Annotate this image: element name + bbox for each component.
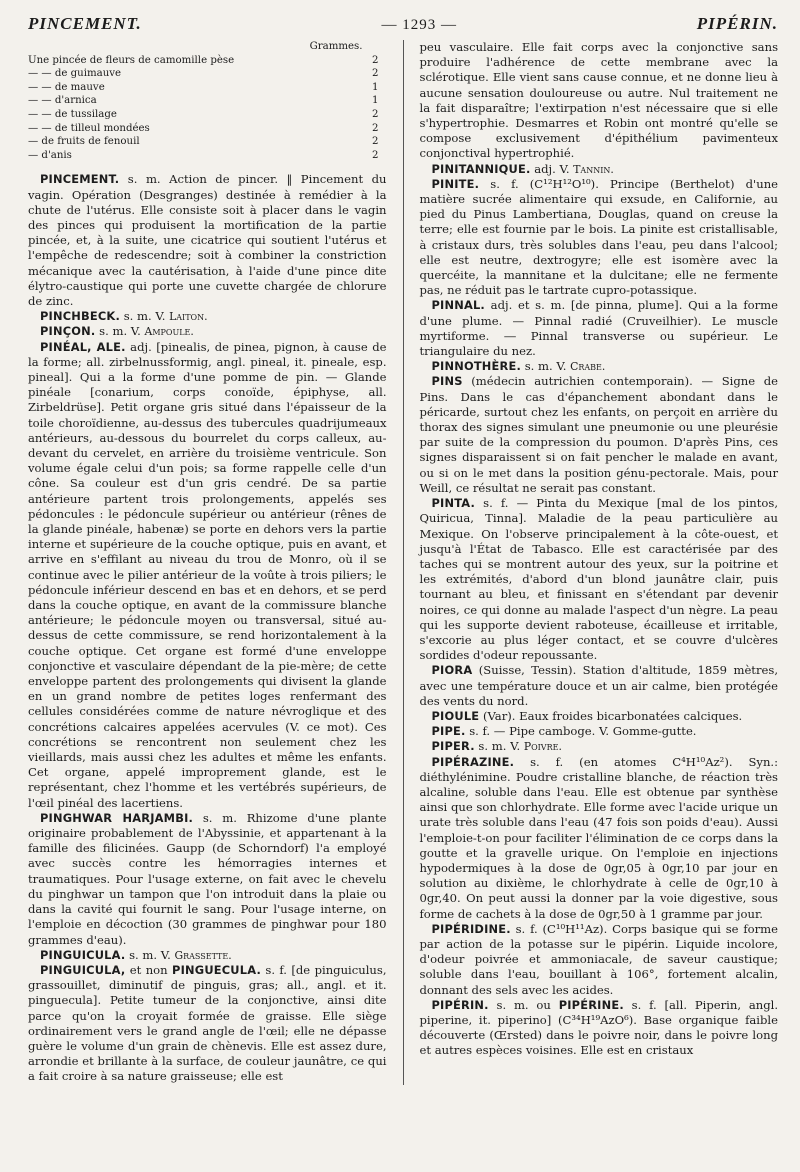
unit-header: Grammes.: [309, 41, 363, 52]
right-column: [420, 40, 779, 1085]
entry-pipe: PIPE. s. f. — Pipe camboge. V. Gomme-gutte.: [431, 724, 697, 739]
entry-piperin: PIPÉRIN. s. m. ou PIPÉRINE. s. f. [all. Piperin, angl. piperine, it. piperino] (C³⁴H¹⁹AzO⁶). Base organique faible découverte (Œrsted) dans le poivre noir, dans le poivre long et autres espèces voisines. Elle est en cristaux: [419, 997, 779, 1058]
table-row: — — de mauve 1: [28, 81, 379, 93]
entry-pinnal: PINNAL. adj. et s. m. [de pinna, plume]. Qui a la forme d'une plume. — Pinnal radié (Cruveilhier). Le muscle myrtiforme. ― Pinnal transverse ou supérieur. Le triangulaire du nez.: [419, 298, 779, 359]
left-column: [28, 40, 387, 1085]
entry-piperazine: PIPÉRAZINE. s. f. (en atomes C⁴H¹⁰Az²). Syn.: diéthylénimine. Poudre cristalline blanche, de réaction très alcaline, soluble dans l'eau. Elle est obtenue par synthèse ainsi que son chlorhydrate. Elle forme avec l'acide urique un urate très soluble dans l'eau (47 fois son poids d'eau). Aussi l'emploie-t-on pour faciliter l'élimination de ce corps dans la goutte et la gravelle urique. On l'emploie en injections hypodermiques à la dose de 0gr,05 à 0gr,10 par jour en solution au dixième, le chlorhydrate à celle de 0gr,10 à 0gr,40. On peut aussi la donner par la voie digestive, sous forme de cachets à la dose de 0gr,50 à 1 gramme par jour.: [419, 754, 779, 921]
table-row: — — d'arnica 1: [28, 95, 379, 107]
running-head-right: PIPÉRIN.: [696, 14, 778, 33]
entry-pinguecula: PINGUICULA, et non PINGUECULA. s. f. [de pinguiculus, grassouillet, diminutif de pinguis, gras; all., angl. et it. pinguecula]. Petite tumeur de la conjonctive, ainsi dite parce qu'on la croyait formée de graisse. Elle siège ordinairement vers le grand angle de l'œil; elle ne dépasse guère le volume d'un grain de chènevis. Elle est assez dure, arrondie et brillante à la surface, de couleur jaunâtre, ce qui a fait croire à sa nature graisseuse; elle est: [28, 962, 387, 1084]
entry-pinghwar: PINGHWAR HARJAMBI. s. m. Rhizome d'une plante originaire probablement de l'Abyssinie, et appartenant à la famille des filicinées. Gaupp (de Schorndorf) l'a employé avec succès contre les hémorragies internes et traumatiques. Pour l'usage externe, on fait avec le chevelu du pinghwar un tampon que l'on introduit dans la plaie ou dans la cavité qui fournit le sang. Pour l'usage interne, on l'emploie en décoction (30 grammes de pinghwar pour 180 grammes d'eau).: [28, 810, 387, 947]
table-row: — de fruits de fenouil 2: [28, 136, 379, 148]
running-head-left: PINCEMENT.: [28, 14, 142, 33]
entry-pinguicula: PINGUICULA. s. m. V. Grassette.: [40, 947, 232, 962]
table-row: — d'anis 2: [28, 149, 379, 161]
entry-pinta: PINTA. s. f. — Pinta du Mexique [mal de los pintos, Quiricua, Tinna]. Maladie de la peau particulière au Mexique. On l'observe principalement à la côte-ouest, et jusqu'à l'État de Tabasco. Elle est caractérisée par des taches qui se montrent autour des yeux, sur la poitrine et les extrémités, d'abord d'un blond jaunâtre clair, puis tournant au bleu, et finissant en s'étendant par devenir noires, ce qui donne au malade l'aspect d'un nègre. La peau qui les supporte devient raboteuse, écailleuse et irritable, s'excorie au plus léger contact, et se couvre d'ulcères sordides d'odeur repoussante.: [419, 496, 779, 663]
entry-pineal: PINÉAL, ALE. adj. [pinealis, de pinea, pignon, à cause de la forme; all. zirbelnussformig, angl. pineal, it. pineale, esp. pineal]. Qui a la forme d'une pomme de pin. — Glande pinéale [conarium, corps conoïde, épiphyse, all. Zirbeldrüse]. Petit organe gris situé dans l'épaisseur de la toile choroïdienne, au-dessus des tubercules quadrijumeaux antérieurs, au-dessous du bourrelet du corps calleux, au-devant du cervelet, en arrière du troisième ventricule. Son volume égale celui d'un pois; sa forme rappelle celle d'un cône. Sa couleur est d'un gris cendré. De sa partie antérieure partent trois prolongements, appelés ses pédoncules : le pédoncule supérieur ou antérieur (rênes de la glande pinéale, habenæ) se porte en dehors vers la partie interne et supérieure de la couche optique, puis en avant, et arrive en s'effilant au niveau du trou de Monro, où il se continue avec le pilier antérieur de la voûte à trois piliers; le pédoncule inférieur descend en bas et en dehors, et se perd dans la couche optique, en avant de la commissure blanche antérieure; le pédoncule moyen ou transversal, situé au-dessus de cette commissure, se rend horizontalement à la couche optique. Cet organe est formé d'une enveloppe conjonctive et vasculaire dépendant de la pie-mère; de cette enveloppe partent des prolongements qui divisent la glande en un grand nombre de petites loges renfermant des cellules considérées comme de nature névroglique et des concrétions calcaires appelées acervules (V. ce mot). Ces concrétions se rencontrent non seulement chez les vieillards, mais aussi chez les adultes et même les enfants. Cet organe, appelé improprement glande, est le représentant, chez l'homme et les vertébrés supérieurs, de l'œil pinéal des lacertiens.: [28, 339, 387, 810]
table-row: — — de tilleul mondées 2: [28, 122, 379, 134]
entry-pinchbeck: PINCHBECK. s. m. V. Laiton.: [40, 309, 208, 324]
entry-pincon: PINÇON. s. m. V. Ampoule.: [40, 324, 194, 339]
entry-continuation: peu vasculaire. Elle fait corps avec la conjonctive sans produire l'adhérence de cette membrane avec la sclérotique. Elle vient sans cause connue, et ne donne lieu à aucune sensation douloureuse ou autre. Nul traitement ne la fait disparaître; l'extirpation n'est nécessaire que si elle s'hypertrophie. Desmarres et Robin ont montré qu'elle se compose exclusivement d'épithélium pavimenteux conjonctival hypertrophié.: [419, 40, 779, 161]
entry-pioule: PIOULE (Var). Eaux froides bicarbonatées calciques.: [431, 708, 743, 723]
entry-pinite: PINITE. s. f. (C¹²H¹²O¹⁰). Principe (Berthelot) d'une matière sucrée alimentaire qui exsude, en Californie, au pied du Pinus Lambertiana, Douglas, quand on creuse la terre; elle est fournie par le bois. La pinite est cristallisable, à cristaux durs, très solubles dans l'eau, peu dans l'alcool; elle est neutre, dextrogyre; elle est isomère avec la quercéite, la mannitane et la dulcitane; elle ne fermente pas, ne réduit pas le tartrate cupro-potassique.: [419, 176, 779, 298]
table-row: — — de guimauve 2: [28, 68, 379, 80]
table-row: — — de tussilage 2: [28, 108, 379, 120]
column-divider: [403, 40, 404, 1085]
entry-piperidine: PIPÉRIDINE. s. f. (C¹⁰H¹¹Az). Corps basique qui se forme par action de la potasse sur le pipérin. Liquide incolore, d'odeur poivrée et ammoniacale, de saveur caustique; soluble dans l'eau, bouillant à 106°, fortement alcalin, donnant des sels avec les acides.: [419, 921, 779, 997]
entry-pinitannique: PINITANNIQUE. adj. V. Tannin.: [431, 161, 614, 176]
table-row: Une pincée de fleurs de camomille pèse 2: [28, 54, 379, 66]
entry-piper: PIPER. s. m. V. Poivre.: [431, 739, 562, 754]
entry-pins: PINS (médecin autrichien contemporain). — Signe de Pins. Dans le cas d'épanchement abondant dans le péricarde, surtout chez les enfants, on perçoit en arrière du thorax des signes simulant une pneumonie ou une pleurésie par suite de la compression du poumon. D'après Pins, ces signes disparaissent si on fait pencher le malade en avant, ou si on le met dans la position génu-pectorale. Mais, pour Weill, ce résultat ne serait pas constant.: [419, 374, 779, 495]
entry-pinnothere: PINNOTHÈRE. s. m. V. Crabe.: [431, 359, 606, 374]
pinch-weights-table: [28, 40, 387, 162]
page-number: — 1293 —: [381, 17, 458, 33]
entry-piora: PIORA (Suisse, Tessin). Station d'altitude, 1859 mètres, avec une température douce et un air calme, bien protégée des vents du nord.: [419, 663, 779, 708]
entry-pincement: PINCEMENT. s. m. Action de pincer. ‖ Pincement du vagin. Opération (Desgranges) destinée à remédier à la chute de l'utérus. Elle consiste soit à placer dans le vagin des pinces qui produisent la mortification de la partie pincée, et, à la suite, une cicatrice qui soutient l'utérus et l'empêche de redescendre; soit à combiner la constriction mécanique avec la cautérisation, à l'aide d'une pince dite élytro-caustique qui porte une cuvette chargée de chlorure de zinc.: [28, 172, 387, 308]
running-head: [28, 14, 778, 34]
